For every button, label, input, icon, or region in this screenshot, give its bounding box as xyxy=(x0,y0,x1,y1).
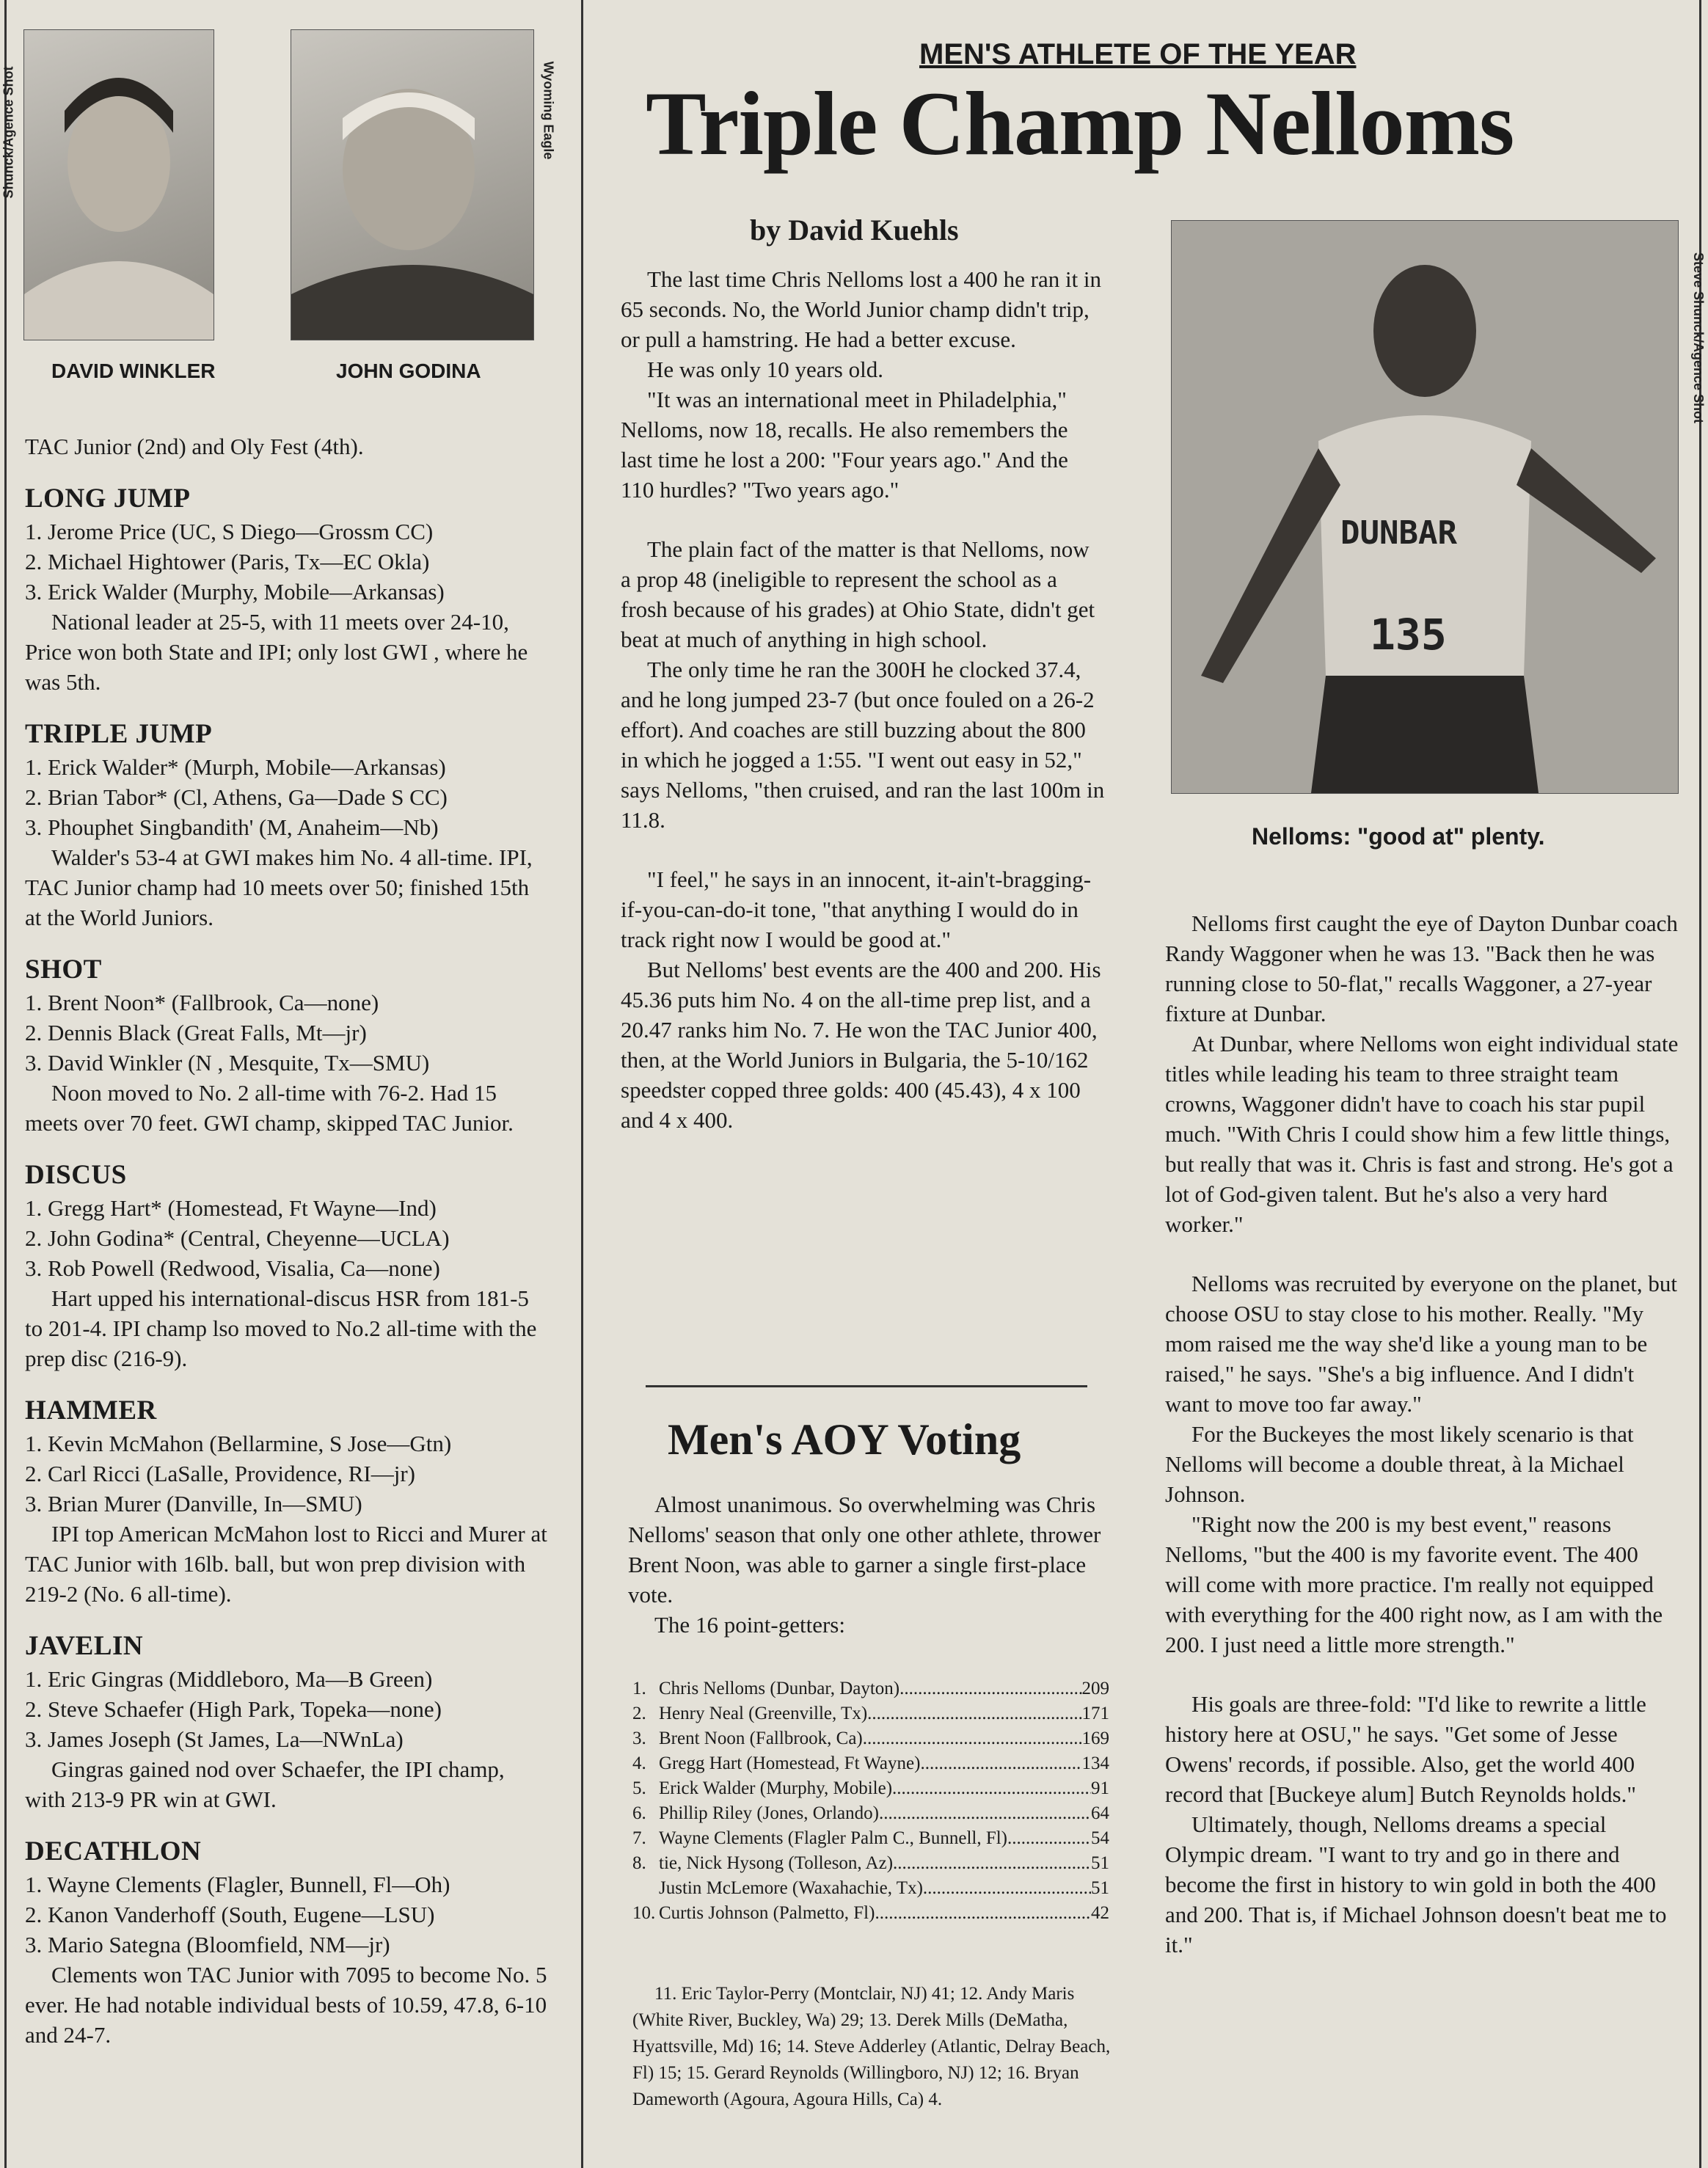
vote-leader xyxy=(879,1801,1091,1826)
vote-name: Gregg Hart (Homestead, Ft Wayne) xyxy=(659,1753,921,1773)
headline: Triple Champ Nelloms xyxy=(646,73,1514,174)
event-entry: 3. Mario Sategna (Bloomfield, NM—jr) xyxy=(25,1932,390,1957)
vote-points: 169 xyxy=(1081,1729,1109,1748)
event-note: National leader at 25-5, with 11 meets over 24-10, Price won both State and IPI; only lost GWI , where he was 5th. xyxy=(25,609,528,695)
event-block xyxy=(25,955,547,1138)
vote-name: Chris Nelloms (Dunbar, Dayton) xyxy=(659,1679,900,1698)
voting-footnote: 11. Eric Taylor-Perry (Montclair, NJ) 41; 12. Andy Maris (White River, Buckley, Wa) 29; 13. Derek Mills (DeMatha, Hyattsville, Md) 16; 14. Steve Adderley (Atlantic, Delray Beach, Fl) 15; 15. Gerard Reynolds (Willingboro, NJ) 12; 16. Bryan Dameworth (Agoura, Agoura Hills, Ca) 4. xyxy=(632,1984,1111,2109)
event-block xyxy=(25,1836,547,2050)
article-paragraph: Nelloms was recruited by everyone on the planet, but choose OSU to stay close to his mother. Really. "My mom raised me the way she'd like a young man to be raised," he says. "She's a big influence. And I didn't want to move too far away." xyxy=(1165,1271,1677,1417)
article-paragraph: The last time Chris Nelloms lost a 400 he ran it in 65 seconds. No, the World Junior champ didn't trip, or pull a hamstring. He had a better excuse. xyxy=(621,266,1102,352)
voting-intro-2: The 16 point-getters: xyxy=(654,1612,845,1638)
event-entry: 2. Carl Ricci (LaSalle, Providence, RI—jr) xyxy=(25,1461,416,1486)
bib-number: 135 xyxy=(1370,610,1447,660)
vote-name: Justin McLemore (Waxahachie, Tx) xyxy=(659,1878,923,1898)
vote-points: 171 xyxy=(1081,1704,1109,1723)
event-note: Gingras gained nod over Schaefer, the IPI champ, with 213-9 PR win at GWI. xyxy=(25,1756,505,1812)
event-block xyxy=(25,1631,547,1814)
vote-rank: 4. xyxy=(632,1753,646,1773)
event-entry: 3. David Winkler (N , Mesquite, Tx—SMU) xyxy=(25,1050,430,1076)
vote-name: Henry Neal (Greenville, Tx) xyxy=(659,1704,868,1723)
event-entry: 1. Jerome Price (UC, S Diego—Grossm CC) xyxy=(25,519,434,544)
event-title: JAVELIN xyxy=(25,1631,144,1661)
vote-rank: 2. xyxy=(632,1704,646,1723)
voting-intro xyxy=(628,1489,1105,1640)
article-paragraph: At Dunbar, where Nelloms won eight individual state titles while leading his team to three straight team crowns, Waggoner didn't have to coach his star pupil much. "With Chris I could show him a few little things, but really that was it. Chris is fast and strong. He's got a lot of God-given talent. But he's also a very hard worker." xyxy=(1165,1031,1679,1237)
event-title: HAMMER xyxy=(25,1395,157,1426)
event-entry: 2. Michael Hightower (Paris, Tx—EC Okla) xyxy=(25,549,430,574)
event-note: IPI top American McMahon lost to Ricci and Murer at TAC Junior with 16lb. ball, but won prep division with 219-2 (No. 6 all-time). xyxy=(25,1521,547,1607)
event-block xyxy=(25,1160,547,1373)
vote-row xyxy=(632,1876,1109,1901)
vote-points: 209 xyxy=(1081,1679,1109,1698)
vote-leader xyxy=(863,1726,1082,1751)
kicker: MEN'S ATHLETE OF THE YEAR xyxy=(919,38,1357,70)
event-title: DISCUS xyxy=(25,1160,127,1190)
article-paragraph: "Right now the 200 is my best event," reasons Nelloms, "but the 400 is my favorite event. The 400 will come with more practice. I'm really not equipped with everything for the 400 right now, as I am with the 200. I just need a little more strength." xyxy=(1165,1511,1663,1657)
vote-leader xyxy=(920,1751,1081,1776)
winkler-photo xyxy=(23,29,214,340)
event-entry: 3. Phouphet Singbandith' (M, Anaheim—Nb) xyxy=(25,814,439,840)
event-entry: 1. Eric Gingras (Middleboro, Ma—B Green) xyxy=(25,1666,433,1692)
caption-winkler: DAVID WINKLER xyxy=(51,359,216,382)
event-entry: 1. Gregg Hart* (Homestead, Ft Wayne—Ind) xyxy=(25,1195,437,1221)
event-entry: 3. James Joseph (St James, La—NWnLa) xyxy=(25,1726,404,1752)
photo-credit-right: Steve Shunck/Agence Shot xyxy=(1691,252,1707,424)
column-divider-1 xyxy=(581,0,583,2168)
voting-intro-text: Almost unanimous. So overwhelming was Chris Nelloms' season that only one other athlete, thrower Brent Noon, was able to garner a single first-place vote. xyxy=(628,1492,1101,1607)
photo-credit-left: Shunck/Agence Shot xyxy=(1,66,16,199)
vote-points: 51 xyxy=(1091,1878,1109,1898)
event-entry: 2. John Godina* (Central, Cheyenne—UCLA) xyxy=(25,1225,450,1251)
photo-caption: Nelloms: "good at" plenty. xyxy=(1252,823,1545,850)
vote-rank: 6. xyxy=(632,1803,646,1823)
vote-row xyxy=(632,1901,1109,1926)
voting-separator xyxy=(646,1385,1087,1387)
event-title: DECATHLON xyxy=(25,1836,202,1866)
event-entry: 3. Brian Murer (Danville, In—SMU) xyxy=(25,1491,362,1516)
event-results-column xyxy=(25,431,547,2072)
vote-points: 91 xyxy=(1091,1778,1109,1798)
article-column-2 xyxy=(621,264,1105,1135)
vote-rank: 1. xyxy=(632,1679,646,1698)
event-block xyxy=(25,483,547,697)
vote-row xyxy=(632,1801,1109,1826)
event-entry: 1. Erick Walder* (Murph, Mobile—Arkansas) xyxy=(25,754,446,780)
event-entry: 3. Rob Powell (Redwood, Visalia, Ca—none) xyxy=(25,1255,440,1281)
vote-row xyxy=(632,1676,1109,1701)
vote-row xyxy=(632,1751,1109,1776)
vote-points: 42 xyxy=(1091,1903,1109,1923)
event-block xyxy=(25,719,547,932)
nelloms-photo xyxy=(1171,220,1679,794)
event-entry: 1. Wayne Clements (Flagler, Bunnell, Fl—Oh) xyxy=(25,1872,450,1897)
vote-rank: 5. xyxy=(632,1778,646,1798)
bib-school: DUNBAR xyxy=(1340,514,1457,552)
vote-name: Curtis Johnson (Palmetto, Fl) xyxy=(659,1903,875,1923)
vote-points: 64 xyxy=(1091,1803,1109,1823)
vote-row xyxy=(632,1726,1109,1751)
article-paragraph: For the Buckeyes the most likely scenario is that Nelloms will become a double threat, à la Michael Johnson. xyxy=(1165,1421,1634,1507)
vote-name: Wayne Clements (Flagler Palm C., Bunnell, Fl) xyxy=(659,1828,1008,1848)
vote-leader xyxy=(892,1776,1091,1801)
vote-rank: 3. xyxy=(632,1729,646,1748)
article-paragraph: "It was an international meet in Philadelphia," Nelloms, now 18, recalls. He also remembers the last time he lost a 200: "Four years ago." And the 110 hurdles? "Two years ago." xyxy=(621,387,1068,503)
event-entry: 2. Dennis Black (Great Falls, Mt—jr) xyxy=(25,1020,367,1045)
vote-name: tie, Nick Hysong (Tolleson, Az) xyxy=(659,1853,894,1873)
vote-rank: 10. xyxy=(632,1903,656,1923)
photo-credit-mid: Wyoming Eagle xyxy=(541,61,556,160)
event-title: LONG JUMP xyxy=(25,483,191,514)
article-paragraph: His goals are three-fold: "I'd like to rewrite a little history here at OSU," he says. "Get some of Jesse Owens' records, if possible. Also, get the world 400 record that [Buckeye alum] Butch Reynolds holds." xyxy=(1165,1691,1646,1807)
article-paragraph: He was only 10 years old. xyxy=(647,357,883,382)
voting-title: Men's AOY Voting xyxy=(668,1415,1021,1464)
article-paragraph: The only time he ran the 300H he clocked 37.4, and he long jumped 23-7 (but once fouled on a 26-2 effort). And coaches are still buzzing about the 800 in which he jogged a 1:55. "I went out easy in 52," says Nelloms, "then cruised, and ran the last 100m in 11.8. xyxy=(621,657,1105,833)
event-entry: 3. Erick Walder (Murphy, Mobile—Arkansas) xyxy=(25,579,445,605)
event-note: Clements won TAC Junior with 7095 to become No. 5 ever. He had notable individual bests of 10.59, 47.8, 6-10 and 24-7. xyxy=(25,1962,547,2048)
event-note: Noon moved to No. 2 all-time with 76-2. Had 15 meets over 70 feet. GWI champ, skipped TAC Junior. xyxy=(25,1080,514,1136)
intro-line: TAC Junior (2nd) and Oly Fest (4th). xyxy=(25,434,364,459)
vote-name: Erick Walder (Murphy, Mobile) xyxy=(659,1778,893,1798)
article-paragraph: Nelloms first caught the eye of Dayton Dunbar coach Randy Waggoner when he was 13. "Back then he was running close to 50-flat," recalls Waggoner, a 27-year fixture at Dunbar. xyxy=(1165,910,1678,1026)
vote-points: 54 xyxy=(1091,1828,1109,1848)
byline: by David Kuehls xyxy=(750,213,959,247)
godina-photo xyxy=(291,29,534,340)
vote-rank: 8. xyxy=(632,1853,646,1873)
event-note: Walder's 53-4 at GWI makes him No. 4 all-time. IPI, TAC Junior champ had 10 meets over 50; finished 15th at the World Juniors. xyxy=(25,844,533,930)
vote-row xyxy=(632,1826,1109,1851)
article-paragraph: Ultimately, though, Nelloms dreams a special Olympic dream. "I want to try and go in there and become the first in history to win gold in both the 400 and 200. That is, if Michael Johnson doesn't beat me to it." xyxy=(1165,1811,1667,1957)
event-block xyxy=(25,1395,547,1609)
vote-row xyxy=(632,1776,1109,1801)
event-entry: 2. Brian Tabor* (Cl, Athens, Ga—Dade S CC) xyxy=(25,784,448,810)
vote-name: Phillip Riley (Jones, Orlando) xyxy=(659,1803,879,1823)
vote-row xyxy=(632,1851,1109,1876)
vote-leader xyxy=(867,1701,1081,1726)
voting-list xyxy=(632,1676,1109,1926)
vote-row xyxy=(632,1701,1109,1726)
event-note: Hart upped his international-discus HSR from 181-5 to 201-4. IPI champ lso moved to No.2 all-time with the prep disc (216-9). xyxy=(25,1285,537,1371)
event-entry: 2. Steve Schaefer (High Park, Topeka—none) xyxy=(25,1696,442,1722)
article-column-3 xyxy=(1165,908,1679,1960)
event-title: TRIPLE JUMP xyxy=(25,719,213,749)
vote-name: Brent Noon (Fallbrook, Ca) xyxy=(659,1729,863,1748)
vote-rank: 7. xyxy=(632,1828,646,1848)
event-entry: 1. Brent Noon* (Fallbrook, Ca—none) xyxy=(25,990,379,1015)
vote-leader xyxy=(893,1851,1091,1876)
vote-leader xyxy=(875,1901,1091,1926)
caption-godina: JOHN GODINA xyxy=(336,359,481,382)
vote-leader xyxy=(923,1876,1091,1901)
vote-leader xyxy=(1007,1826,1091,1851)
article-paragraph: "I feel," he says in an innocent, it-ain't-bragging-if-you-can-do-it tone, "that anything I would do in track right now I would be good at." xyxy=(621,866,1092,952)
event-entry: 1. Kevin McMahon (Bellarmine, S Jose—Gtn) xyxy=(25,1431,452,1456)
vote-leader xyxy=(899,1676,1081,1701)
vote-points: 51 xyxy=(1091,1853,1109,1873)
article-paragraph: The plain fact of the matter is that Nelloms, now a prop 48 (ineligible to represent the school as a frosh because of his grades) at Ohio State, didn't get beat at much of anything in high school. xyxy=(621,536,1095,652)
article-paragraph: But Nelloms' best events are the 400 and 200. His 45.36 puts him No. 4 on the all-time prep list, and a 20.47 ranks him No. 7. He won the TAC Junior 400, then, at the World Juniors in Bulgaria, the 5-10/162 speedster copped three golds: 400 (45.43), 4 x 100 and 4 x 400. xyxy=(621,957,1101,1133)
event-entry: 2. Kanon Vanderhoff (South, Eugene—LSU) xyxy=(25,1902,435,1927)
left-border xyxy=(4,0,7,2168)
event-title: SHOT xyxy=(25,955,102,985)
vote-points: 134 xyxy=(1081,1753,1109,1773)
